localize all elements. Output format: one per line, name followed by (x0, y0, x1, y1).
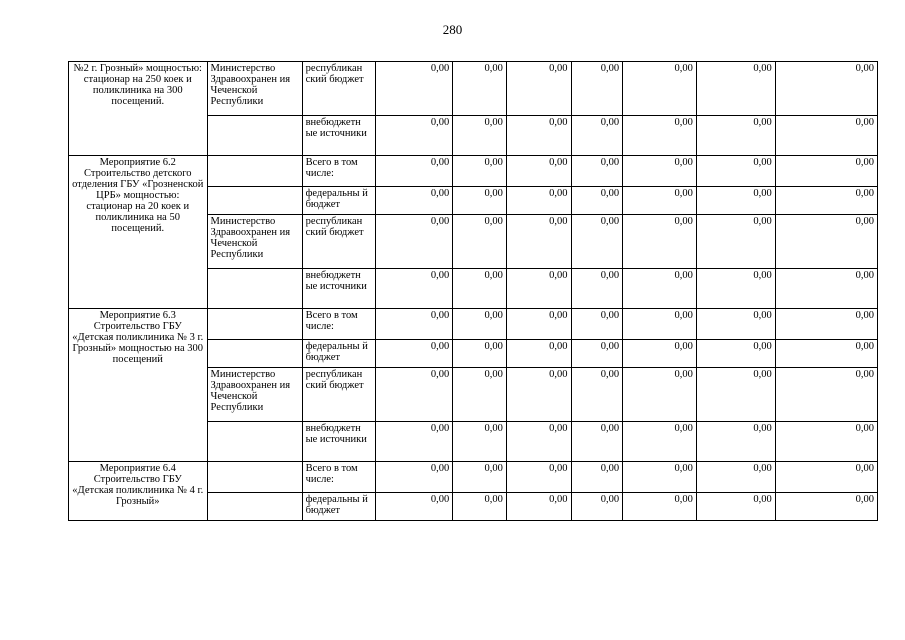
amount-cell: 0,00 (623, 493, 697, 521)
amount-cell: 0,00 (623, 269, 697, 309)
amount-cell: 0,00 (376, 462, 453, 493)
funding-source-cell: Всего в том числе: (302, 156, 376, 187)
amount-cell: 0,00 (506, 187, 571, 215)
amount-cell: 0,00 (506, 62, 571, 116)
amount-cell: 0,00 (453, 368, 507, 422)
amount-cell: 0,00 (571, 269, 623, 309)
executor-cell (207, 462, 302, 493)
funding-source-cell: федеральны й бюджет (302, 187, 376, 215)
amount-cell: 0,00 (506, 269, 571, 309)
amount-cell: 0,00 (376, 62, 453, 116)
amount-cell: 0,00 (453, 462, 507, 493)
page-number: 280 (442, 22, 463, 37)
amount-cell: 0,00 (623, 422, 697, 462)
executor-cell (207, 340, 302, 368)
amount-cell: 0,00 (376, 368, 453, 422)
funding-source-cell: внебюджетн ые источники (302, 269, 376, 309)
executor-cell (207, 116, 302, 156)
amount-cell: 0,00 (696, 156, 775, 187)
budget-table (68, 61, 878, 521)
amount-cell: 0,00 (696, 269, 775, 309)
amount-cell: 0,00 (506, 340, 571, 368)
amount-cell: 0,00 (623, 462, 697, 493)
amount-cell: 0,00 (376, 422, 453, 462)
table-row (69, 309, 878, 340)
amount-cell: 0,00 (696, 309, 775, 340)
amount-cell: 0,00 (696, 462, 775, 493)
amount-cell: 0,00 (506, 116, 571, 156)
amount-cell: 0,00 (506, 493, 571, 521)
amount-cell: 0,00 (453, 215, 507, 269)
amount-cell: 0,00 (571, 62, 623, 116)
amount-cell: 0,00 (775, 269, 877, 309)
amount-cell: 0,00 (453, 422, 507, 462)
funding-source-cell: Всего в том числе: (302, 462, 376, 493)
amount-cell: 0,00 (696, 116, 775, 156)
amount-cell: 0,00 (376, 116, 453, 156)
funding-source-cell: Всего в том числе: (302, 309, 376, 340)
amount-cell: 0,00 (775, 493, 877, 521)
funding-source-cell: внебюджетн ые источники (302, 116, 376, 156)
table-row (69, 462, 878, 493)
amount-cell: 0,00 (623, 62, 697, 116)
amount-cell: 0,00 (775, 215, 877, 269)
amount-cell: 0,00 (571, 462, 623, 493)
amount-cell: 0,00 (775, 368, 877, 422)
amount-cell: 0,00 (696, 340, 775, 368)
amount-cell: 0,00 (376, 309, 453, 340)
amount-cell: 0,00 (506, 462, 571, 493)
amount-cell: 0,00 (453, 493, 507, 521)
executor-cell (207, 269, 302, 309)
executor-cell (207, 493, 302, 521)
event-cell: Мероприятие 6.2 Строительство детского отделения ГБУ «Грозненской ЦРБ» мощностью: стационар на 20 коек и поликлиника на 50 посещений. (69, 156, 208, 309)
amount-cell: 0,00 (453, 340, 507, 368)
amount-cell: 0,00 (696, 422, 775, 462)
amount-cell: 0,00 (453, 156, 507, 187)
amount-cell: 0,00 (571, 156, 623, 187)
amount-cell: 0,00 (623, 215, 697, 269)
amount-cell: 0,00 (571, 116, 623, 156)
amount-cell: 0,00 (775, 116, 877, 156)
amount-cell: 0,00 (376, 215, 453, 269)
executor-cell (207, 187, 302, 215)
event-cell: Мероприятие 6.4 Строительство ГБУ «Детская поликлиника № 4 г. Грозный» (69, 462, 208, 521)
amount-cell: 0,00 (506, 309, 571, 340)
executor-cell: Министерство Здравоохранен ия Чеченской Республики (207, 368, 302, 422)
amount-cell: 0,00 (571, 422, 623, 462)
table-body (69, 62, 878, 521)
amount-cell: 0,00 (775, 309, 877, 340)
amount-cell: 0,00 (623, 309, 697, 340)
amount-cell: 0,00 (571, 215, 623, 269)
amount-cell: 0,00 (696, 493, 775, 521)
amount-cell: 0,00 (623, 340, 697, 368)
amount-cell: 0,00 (453, 269, 507, 309)
funding-source-cell: республикан ский бюджет (302, 62, 376, 116)
amount-cell: 0,00 (623, 187, 697, 215)
executor-cell (207, 422, 302, 462)
amount-cell: 0,00 (696, 215, 775, 269)
amount-cell: 0,00 (506, 422, 571, 462)
event-cell: Мероприятие 6.3 Строительство ГБУ «Детская поликлиника № 3 г. Грозный» мощностью на 300 посещений (69, 309, 208, 462)
amount-cell: 0,00 (571, 493, 623, 521)
event-cell: №2 г. Грозный» мощностью: стационар на 250 коек и поликлиника на 300 посещений. (69, 62, 208, 156)
executor-cell: Министерство Здравоохранен ия Чеченской Республики (207, 215, 302, 269)
funding-source-cell: республикан ский бюджет (302, 215, 376, 269)
funding-source-cell: внебюджетн ые источники (302, 422, 376, 462)
amount-cell: 0,00 (376, 187, 453, 215)
amount-cell: 0,00 (775, 156, 877, 187)
executor-cell: Министерство Здравоохранен ия Чеченской Республики (207, 62, 302, 116)
amount-cell: 0,00 (571, 340, 623, 368)
funding-source-cell: республикан ский бюджет (302, 368, 376, 422)
amount-cell: 0,00 (506, 215, 571, 269)
amount-cell: 0,00 (506, 368, 571, 422)
table-row (69, 62, 878, 116)
amount-cell: 0,00 (376, 493, 453, 521)
amount-cell: 0,00 (775, 62, 877, 116)
amount-cell: 0,00 (453, 309, 507, 340)
amount-cell: 0,00 (376, 269, 453, 309)
amount-cell: 0,00 (453, 62, 507, 116)
amount-cell: 0,00 (453, 116, 507, 156)
amount-cell: 0,00 (775, 187, 877, 215)
amount-cell: 0,00 (376, 156, 453, 187)
amount-cell: 0,00 (775, 422, 877, 462)
amount-cell: 0,00 (775, 340, 877, 368)
amount-cell: 0,00 (571, 368, 623, 422)
amount-cell: 0,00 (623, 116, 697, 156)
amount-cell: 0,00 (506, 156, 571, 187)
amount-cell: 0,00 (696, 62, 775, 116)
amount-cell: 0,00 (623, 156, 697, 187)
funding-source-cell: федеральны й бюджет (302, 493, 376, 521)
amount-cell: 0,00 (623, 368, 697, 422)
amount-cell: 0,00 (696, 187, 775, 215)
amount-cell: 0,00 (571, 309, 623, 340)
funding-source-cell: федеральны й бюджет (302, 340, 376, 368)
table-row (69, 156, 878, 187)
amount-cell: 0,00 (696, 368, 775, 422)
amount-cell: 0,00 (571, 187, 623, 215)
amount-cell: 0,00 (775, 462, 877, 493)
executor-cell (207, 156, 302, 187)
executor-cell (207, 309, 302, 340)
amount-cell: 0,00 (376, 340, 453, 368)
amount-cell: 0,00 (453, 187, 507, 215)
